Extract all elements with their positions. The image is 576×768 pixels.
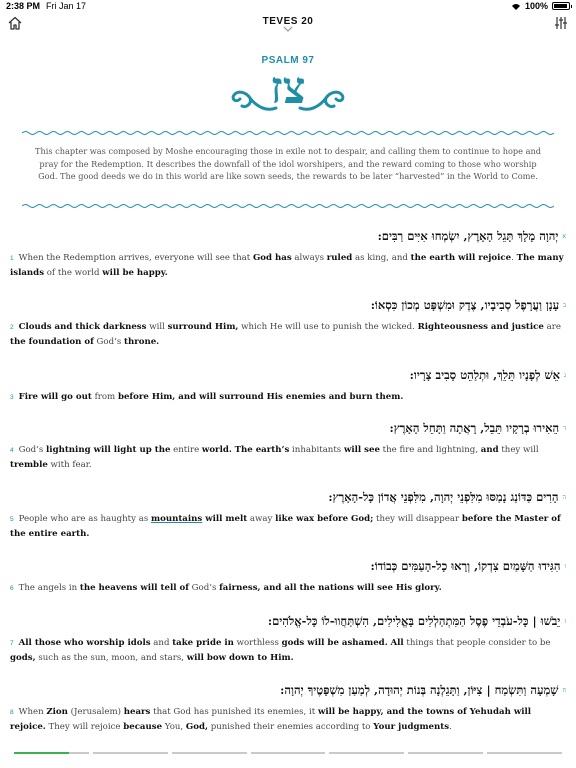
chevron-down-icon[interactable]: [283, 26, 293, 32]
page-segment[interactable]: [251, 752, 326, 754]
hebrew-text: יְהוָה מָלָךְ תָּגֵל הָאָרֶץ, יִשְׂמְחוּ אִיִּים רַבִּים:: [377, 229, 559, 243]
battery-percent: 100%: [524, 1, 548, 11]
hebrew-text: אֵשׁ לְפָנָיו תֵּלֵךְ, וּתְלַהֵט סָבִיב צָרָיו:: [409, 368, 561, 382]
hebrew-text: הִגִּידוּ הַשָּׁמַיִם צִדְקוֹ, וְרָאוּ כָל-הָעַמִּים כְּבוֹדוֹ:: [370, 559, 561, 573]
verse-8[interactable]: [10, 682, 566, 734]
hebrew-verse-number: ה: [562, 494, 566, 501]
left-flourish-ornament: [228, 86, 278, 114]
verse-number: 1: [10, 255, 14, 262]
verse-hebrew: [10, 558, 566, 575]
psalm-label: PSALM 97: [261, 55, 315, 66]
hebrew-verse-number: ד: [563, 425, 566, 432]
verse-english: 2 Clouds and thick darkness will surround Him, which He will use to punish the wicked. Righteousness and justice are the foundation of God’s throne.: [10, 322, 561, 347]
settings-sliders-icon[interactable]: [554, 16, 568, 30]
verse-english: 3 Fire will go out from before Him, and will surround His enemies and burn them.: [10, 392, 404, 402]
verse-number: 7: [10, 640, 14, 647]
verse-number: 5: [10, 516, 14, 523]
verse-number: 8: [10, 709, 14, 716]
verse-number: 6: [10, 585, 14, 592]
verse-hebrew: [10, 489, 566, 506]
hebrew-text: עָנָן וַעֲרָפֶל סְבִיבָיו, צֶדֶק וּמִשְׁפָּט מְכוֹן כִּסְאוֹ:: [370, 298, 560, 312]
hebrew-verse-number: ו: [564, 563, 566, 570]
page-segment[interactable]: [408, 752, 483, 754]
page-title[interactable]: TEVES 20: [262, 16, 314, 27]
verse-english: 5 People who are as haughty as mountains will melt away like wax before God; they will disappear before the Master of the entire earth.: [10, 514, 561, 539]
verse-english: 1 When the Redemption arrives, everyone will see that God has always ruled as king, and the earth will rejoice. The many islands of the world will be happy.: [10, 253, 564, 278]
hebrew-text: הֵאִירוּ בְרָקָיו תֵּבֵל, רָאֲתָה וַתָּחֵל הָאָרֶץ:: [389, 421, 560, 435]
hebrew-text: שָׁמְעָה וַתִּשְׂמַח | צִיּוֹן, וַתָּגֵלְנָה בְּנוֹת יְהוּדָה, לְמַעַן מִשְׁפָּטֶיךָ יְהוָה:: [280, 683, 559, 697]
verse-hebrew: [10, 297, 566, 314]
verse-3[interactable]: [10, 367, 566, 405]
hebrew-verse-number: ז: [564, 618, 566, 625]
hebrew-verse-number: ג: [564, 372, 566, 379]
verse-2[interactable]: [10, 297, 566, 349]
verse-hebrew: [10, 228, 566, 245]
verse-hebrew: [10, 367, 566, 384]
wifi-icon: [511, 3, 521, 10]
page-segment[interactable]: [93, 752, 168, 754]
page-segment[interactable]: [487, 752, 562, 754]
verse-english: 4 God’s lightning will light up the entire world. The earth’s inhabitants will see the fire and lightning, and they will tremble with fear.: [10, 445, 539, 470]
hebrew-verse-number: ח: [562, 687, 566, 694]
verse-number: 2: [10, 324, 14, 331]
right-flourish-ornament: [298, 86, 348, 114]
wave-divider-top: [22, 130, 554, 136]
verse-number: 4: [10, 447, 14, 454]
verse-hebrew: [10, 420, 566, 437]
hebrew-text: יֵבֹשׁוּ | כָּל-עֹבְדֵי פֶסֶל הַמִּתְהַלְלִים בָּאֱלִילִים, הִשְׁתַּחֲווּ-לוֹ כָּל-אֱלֹהִים:: [267, 614, 561, 628]
page-progress-bar: [14, 752, 562, 756]
verse-6[interactable]: [10, 558, 566, 596]
hebrew-verse-number: ב: [563, 302, 566, 309]
top-nav: [0, 12, 576, 34]
page-segment-current[interactable]: [14, 752, 89, 754]
status-date: Fri Jan 17: [46, 1, 87, 11]
status-indicators: [511, 1, 570, 11]
status-time: 2:38 PM: [6, 1, 41, 11]
page-segment[interactable]: [329, 752, 404, 754]
verse-english: 8 When Zion (Jerusalem) hears that God has punished its enemies, it will be happy, and the towns of Yehudah will rejoice. They will rejoice because You, God, punished their enemies according to Your judgments.: [10, 707, 532, 732]
verse-english: 6 The angels in the heavens will tell of God’s fairness, and all the nations will see His glory.: [10, 583, 442, 593]
verse-5[interactable]: [10, 489, 566, 541]
wave-divider-bottom: [22, 203, 554, 209]
battery-icon: [552, 2, 570, 10]
verse-hebrew: [10, 682, 566, 699]
verse-4[interactable]: [10, 420, 566, 472]
verse-1[interactable]: [10, 228, 566, 280]
hebrew-text: הָרִים כַּדּוֹנַג נָמַסּוּ מִלִּפְנֵי יְהוָה, מִלִּפְנֵי אֲדוֹן כָּל-הָאָרֶץ:: [328, 490, 559, 504]
verse-7[interactable]: [10, 613, 566, 665]
chapter-introduction: This chapter was composed by Moshe encouraging those in exile not to despair, and calling them to continue to hope and pray for the Redemption. It describes the downfall of the idol worshipers, and the reward coming to those who worship God. The good deeds we do in this world are like sown seeds, the rewards to be later “harvested” in the World to Come.: [35, 146, 541, 181]
psalm-hebrew-title: צז: [270, 63, 306, 114]
verse-hebrew: [10, 613, 566, 630]
page-segment[interactable]: [172, 752, 247, 754]
status-time-date: [6, 1, 86, 11]
glossary-link-mountains[interactable]: mountains: [151, 514, 203, 524]
verse-english: 7 All those who worship idols and take pride in worthless gods will be ashamed. All things that people consider to be gods, such as the sun, moon, and stars, will bow down to Him.: [10, 638, 551, 663]
hebrew-verse-number: א: [562, 233, 566, 240]
status-bar: [0, 0, 576, 12]
verse-number: 3: [10, 394, 14, 401]
